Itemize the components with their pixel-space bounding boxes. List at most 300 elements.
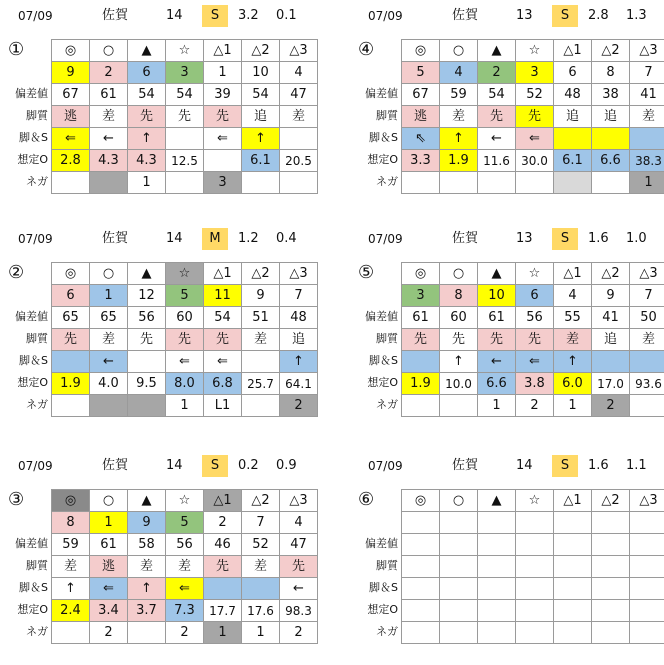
- race-header: [350, 5, 664, 27]
- field-size: 14: [166, 458, 183, 474]
- prediction-grid: [401, 262, 664, 417]
- deviation-cell: 48: [554, 84, 592, 106]
- leg-speed-cell: ↑: [128, 128, 166, 150]
- horse-number-cell: 7: [630, 285, 664, 307]
- run-style-cell: 差: [280, 106, 318, 128]
- run-style-cell: 追: [280, 329, 318, 351]
- negative-cell: [440, 172, 478, 194]
- odds-cell: 25.7: [242, 373, 280, 395]
- run-style-cell: 差: [242, 329, 280, 351]
- row-label: 想定O: [0, 149, 48, 171]
- deviation-cell: 56: [516, 307, 554, 329]
- row-label: 想定O: [350, 599, 398, 621]
- mark-cell: △1: [554, 490, 592, 512]
- horse-number-cell: 2: [204, 512, 242, 534]
- run-style-cell: 先: [128, 106, 166, 128]
- deviation-cell: 48: [280, 307, 318, 329]
- odds-cell: 17.7: [204, 600, 242, 622]
- mark-cell: ▲: [128, 490, 166, 512]
- leg-speed-cell: ↑: [52, 578, 90, 600]
- negative-cell: [402, 622, 440, 644]
- mark-cell: ◎: [402, 40, 440, 62]
- odds-cell: 4.0: [90, 373, 128, 395]
- field-size: 14: [166, 231, 183, 247]
- row-label: 偏差値: [350, 306, 398, 328]
- deviation-cell: 46: [204, 534, 242, 556]
- leg-speed-cell: ⇖: [402, 128, 440, 150]
- deviation-cell: 61: [478, 307, 516, 329]
- race-venue: 佐賀: [102, 458, 128, 474]
- leg-speed-cell: ⇐: [90, 578, 128, 600]
- leg-speed-cell: ⇐: [166, 351, 204, 373]
- row-label: 脚質: [0, 555, 48, 577]
- odds-cell: 93.6: [630, 373, 664, 395]
- run-style-cell: 追: [592, 106, 630, 128]
- leg-speed-cell: ⇐: [516, 128, 554, 150]
- race-venue: 佐賀: [452, 231, 478, 247]
- odds-cell: 6.1: [554, 150, 592, 172]
- negative-cell: [166, 172, 204, 194]
- mark-cell: △3: [630, 40, 664, 62]
- odds-cell: 38.3: [630, 150, 664, 172]
- odds-cell: [440, 600, 478, 622]
- negative-cell: 1: [128, 172, 166, 194]
- index-b: 1.0: [626, 231, 647, 247]
- row-label: 想定O: [0, 372, 48, 394]
- run-style-cell: 差: [166, 556, 204, 578]
- row-label: ネガ: [0, 394, 48, 416]
- row-label: 脚＆S: [0, 577, 48, 599]
- odds-cell: 3.4: [90, 600, 128, 622]
- deviation-cell: 67: [402, 84, 440, 106]
- race-venue: 佐賀: [452, 458, 478, 474]
- row-label: ネガ: [350, 171, 398, 193]
- horse-number-cell: [440, 512, 478, 534]
- run-style-cell: 差: [242, 556, 280, 578]
- deviation-cell: 65: [90, 307, 128, 329]
- prediction-grid: [401, 489, 664, 644]
- leg-speed-cell: [630, 351, 664, 373]
- leg-speed-cell: [128, 351, 166, 373]
- negative-cell: 1: [204, 622, 242, 644]
- leg-speed-cell: ⇐: [204, 351, 242, 373]
- horse-number-cell: [402, 512, 440, 534]
- odds-cell: 17.0: [592, 373, 630, 395]
- horse-number-cell: [630, 512, 664, 534]
- negative-cell: [402, 395, 440, 417]
- horse-number-cell: 3: [166, 62, 204, 84]
- run-style-cell: 追: [242, 106, 280, 128]
- mark-cell: △1: [554, 40, 592, 62]
- negative-cell: 1: [242, 622, 280, 644]
- row-label: ネガ: [350, 621, 398, 643]
- deviation-cell: [554, 534, 592, 556]
- deviation-cell: 56: [166, 534, 204, 556]
- row-label: 脚＆S: [350, 350, 398, 372]
- run-style-cell: 先: [280, 556, 318, 578]
- negative-cell: [554, 172, 592, 194]
- deviation-cell: 52: [242, 534, 280, 556]
- deviation-cell: 61: [90, 84, 128, 106]
- deviation-cell: 59: [440, 84, 478, 106]
- mark-cell: ☆: [166, 490, 204, 512]
- deviation-cell: 58: [128, 534, 166, 556]
- run-style-cell: [402, 556, 440, 578]
- odds-cell: 8.0: [166, 373, 204, 395]
- mark-cell: ○: [90, 263, 128, 285]
- field-size: 13: [516, 8, 533, 24]
- odds-cell: 64.1: [280, 373, 318, 395]
- negative-cell: [402, 172, 440, 194]
- deviation-cell: 50: [630, 307, 664, 329]
- run-style-cell: 先: [516, 106, 554, 128]
- leg-speed-cell: ↑: [440, 128, 478, 150]
- row-label: 脚質: [350, 328, 398, 350]
- deviation-cell: 61: [90, 534, 128, 556]
- run-style-cell: 差: [90, 329, 128, 351]
- run-style-cell: 先: [204, 329, 242, 351]
- index-b: 0.4: [276, 231, 297, 247]
- deviation-cell: [516, 534, 554, 556]
- deviation-cell: [592, 534, 630, 556]
- deviation-cell: 55: [554, 307, 592, 329]
- deviation-cell: [402, 534, 440, 556]
- leg-speed-cell: ←: [90, 351, 128, 373]
- index-b: 1.1: [626, 458, 647, 474]
- deviation-cell: [630, 534, 664, 556]
- index-b: 1.3: [626, 8, 647, 24]
- mark-cell: △2: [592, 263, 630, 285]
- run-style-cell: 差: [52, 556, 90, 578]
- race-date: 07/09: [368, 458, 403, 474]
- run-style-cell: 追: [554, 106, 592, 128]
- race-header: [350, 228, 664, 250]
- horse-number-cell: 10: [478, 285, 516, 307]
- odds-cell: [478, 600, 516, 622]
- index-a: 1.2: [238, 231, 259, 247]
- index-a: 2.8: [588, 8, 609, 24]
- horse-number-cell: 9: [592, 285, 630, 307]
- deviation-cell: 65: [52, 307, 90, 329]
- row-label: 偏差値: [350, 533, 398, 555]
- leg-speed-cell: ⇐: [52, 128, 90, 150]
- mark-cell: ◎: [402, 263, 440, 285]
- race-header: [0, 5, 330, 27]
- mark-cell: ◎: [52, 40, 90, 62]
- deviation-cell: [478, 534, 516, 556]
- mark-cell: △2: [242, 490, 280, 512]
- run-style-cell: 差: [128, 556, 166, 578]
- deviation-cell: 47: [280, 84, 318, 106]
- row-label: 脚質: [0, 328, 48, 350]
- horse-number-cell: 1: [204, 62, 242, 84]
- deviation-cell: 52: [516, 84, 554, 106]
- horse-number-cell: 2: [90, 62, 128, 84]
- horse-number-cell: 9: [128, 512, 166, 534]
- odds-cell: [554, 600, 592, 622]
- negative-cell: [90, 172, 128, 194]
- run-style-cell: 差: [554, 329, 592, 351]
- run-style-cell: [592, 556, 630, 578]
- row-label: 脚質: [0, 105, 48, 127]
- leg-speed-cell: ↑: [242, 128, 280, 150]
- race-panel: [0, 5, 330, 215]
- race-number: ②: [8, 262, 24, 283]
- horse-number-cell: 9: [52, 62, 90, 84]
- prediction-grid: [51, 489, 318, 644]
- horse-number-cell: 5: [166, 512, 204, 534]
- deviation-cell: 67: [52, 84, 90, 106]
- mark-cell: ◎: [402, 490, 440, 512]
- leg-speed-cell: [592, 578, 630, 600]
- odds-cell: 1.9: [440, 150, 478, 172]
- odds-cell: 11.6: [478, 150, 516, 172]
- leg-speed-cell: ↑: [554, 351, 592, 373]
- odds-cell: 10.0: [440, 373, 478, 395]
- run-style-cell: 逃: [90, 556, 128, 578]
- negative-cell: 2: [166, 622, 204, 644]
- negative-cell: [516, 172, 554, 194]
- odds-cell: 7.3: [166, 600, 204, 622]
- race-header: [0, 228, 330, 250]
- odds-cell: [592, 600, 630, 622]
- odds-cell: 12.5: [166, 150, 204, 172]
- leg-speed-cell: [592, 128, 630, 150]
- row-label: 脚質: [350, 555, 398, 577]
- mark-cell: △3: [630, 263, 664, 285]
- horse-number-cell: [554, 512, 592, 534]
- negative-cell: [440, 622, 478, 644]
- odds-cell: 30.0: [516, 150, 554, 172]
- leg-speed-cell: [554, 578, 592, 600]
- mark-cell: △1: [204, 40, 242, 62]
- negative-cell: 2: [280, 622, 318, 644]
- mark-cell: ▲: [478, 490, 516, 512]
- leg-speed-cell: [166, 128, 204, 150]
- run-style-cell: 差: [90, 106, 128, 128]
- row-label: ネガ: [0, 171, 48, 193]
- mark-cell: ▲: [478, 40, 516, 62]
- negative-cell: [242, 395, 280, 417]
- run-style-cell: 先: [516, 329, 554, 351]
- mark-cell: △3: [280, 490, 318, 512]
- run-style-cell: 先: [52, 329, 90, 351]
- mark-cell: ▲: [478, 263, 516, 285]
- odds-cell: [516, 600, 554, 622]
- negative-cell: [554, 622, 592, 644]
- run-style-cell: 先: [204, 556, 242, 578]
- horse-number-cell: 7: [242, 512, 280, 534]
- horse-number-cell: 10: [242, 62, 280, 84]
- pace-box: S: [552, 455, 578, 477]
- negative-cell: 3: [204, 172, 242, 194]
- deviation-cell: 59: [52, 534, 90, 556]
- run-style-cell: 先: [204, 106, 242, 128]
- run-style-cell: 差: [440, 106, 478, 128]
- horse-number-cell: 4: [554, 285, 592, 307]
- row-label: 想定O: [350, 149, 398, 171]
- mark-cell: △3: [280, 40, 318, 62]
- horse-number-cell: 6: [128, 62, 166, 84]
- horse-number-cell: 1: [90, 512, 128, 534]
- row-label: 脚＆S: [350, 127, 398, 149]
- deviation-cell: 38: [592, 84, 630, 106]
- negative-cell: [630, 395, 664, 417]
- deviation-cell: 60: [440, 307, 478, 329]
- negative-cell: [478, 622, 516, 644]
- negative-cell: 2: [90, 622, 128, 644]
- leg-speed-cell: [440, 578, 478, 600]
- leg-speed-cell: [280, 128, 318, 150]
- mark-cell: ○: [440, 263, 478, 285]
- row-label: 脚＆S: [350, 577, 398, 599]
- horse-number-cell: [592, 512, 630, 534]
- deviation-cell: 61: [402, 307, 440, 329]
- negative-cell: [440, 395, 478, 417]
- odds-cell: 3.7: [128, 600, 166, 622]
- odds-cell: 17.6: [242, 600, 280, 622]
- index-a: 1.6: [588, 231, 609, 247]
- race-date: 07/09: [18, 8, 53, 24]
- row-label: 偏差値: [350, 83, 398, 105]
- row-label: 脚＆S: [0, 127, 48, 149]
- race-panel: [350, 5, 664, 215]
- race-venue: 佐賀: [102, 231, 128, 247]
- negative-cell: 2: [280, 395, 318, 417]
- row-label: 偏差値: [0, 83, 48, 105]
- run-style-cell: 逃: [402, 106, 440, 128]
- leg-speed-cell: [242, 578, 280, 600]
- negative-cell: [52, 395, 90, 417]
- deviation-cell: [440, 534, 478, 556]
- odds-cell: 3.3: [402, 150, 440, 172]
- horse-number-cell: 1: [90, 285, 128, 307]
- run-style-cell: 先: [440, 329, 478, 351]
- horse-number-cell: 8: [592, 62, 630, 84]
- horse-number-cell: 11: [204, 285, 242, 307]
- leg-speed-cell: [592, 351, 630, 373]
- race-date: 07/09: [18, 231, 53, 247]
- leg-speed-cell: ↑: [440, 351, 478, 373]
- row-label: 想定O: [350, 372, 398, 394]
- leg-speed-cell: ↑: [280, 351, 318, 373]
- mark-cell: ☆: [166, 263, 204, 285]
- deviation-cell: 54: [478, 84, 516, 106]
- run-style-cell: [516, 556, 554, 578]
- race-panel: [350, 455, 664, 665]
- race-venue: 佐賀: [102, 8, 128, 24]
- race-number: ③: [8, 489, 24, 510]
- mark-cell: △1: [204, 490, 242, 512]
- leg-speed-cell: ⇐: [516, 351, 554, 373]
- odds-cell: 20.5: [280, 150, 318, 172]
- odds-cell: 4.3: [90, 150, 128, 172]
- prediction-grid: [401, 39, 664, 194]
- mark-cell: △2: [592, 490, 630, 512]
- negative-cell: [52, 622, 90, 644]
- race-date: 07/09: [368, 8, 403, 24]
- leg-speed-cell: ↑: [128, 578, 166, 600]
- odds-cell: 1.9: [402, 373, 440, 395]
- negative-cell: [280, 172, 318, 194]
- negative-cell: 1: [630, 172, 664, 194]
- odds-cell: [204, 150, 242, 172]
- leg-speed-cell: ←: [478, 128, 516, 150]
- odds-cell: 6.6: [478, 373, 516, 395]
- run-style-cell: 逃: [52, 106, 90, 128]
- run-style-cell: 先: [478, 329, 516, 351]
- run-style-cell: 先: [478, 106, 516, 128]
- leg-speed-cell: ←: [90, 128, 128, 150]
- horse-number-cell: 5: [402, 62, 440, 84]
- race-panel: [350, 228, 664, 438]
- mark-cell: ▲: [128, 40, 166, 62]
- odds-cell: 6.0: [554, 373, 592, 395]
- mark-cell: ☆: [516, 490, 554, 512]
- horse-number-cell: 7: [280, 285, 318, 307]
- negative-cell: [128, 395, 166, 417]
- odds-cell: [402, 600, 440, 622]
- race-header: [350, 455, 664, 477]
- deviation-cell: 47: [280, 534, 318, 556]
- pace-box: S: [202, 5, 228, 27]
- run-style-cell: 追: [592, 329, 630, 351]
- index-a: 1.6: [588, 458, 609, 474]
- odds-cell: 6.8: [204, 373, 242, 395]
- odds-cell: 3.8: [516, 373, 554, 395]
- run-style-cell: [440, 556, 478, 578]
- leg-speed-cell: [554, 128, 592, 150]
- mark-cell: ☆: [516, 263, 554, 285]
- negative-cell: 1: [478, 395, 516, 417]
- horse-number-cell: 8: [52, 512, 90, 534]
- leg-speed-cell: [630, 128, 664, 150]
- mark-cell: ◎: [52, 490, 90, 512]
- horse-number-cell: 4: [280, 62, 318, 84]
- negative-cell: [478, 172, 516, 194]
- negative-cell: [52, 172, 90, 194]
- leg-speed-cell: ⇐: [166, 578, 204, 600]
- run-style-cell: 差: [630, 106, 664, 128]
- pace-box: S: [552, 228, 578, 250]
- deviation-cell: 54: [204, 307, 242, 329]
- index-a: 0.2: [238, 458, 259, 474]
- negative-cell: [90, 395, 128, 417]
- mark-cell: △2: [242, 263, 280, 285]
- horse-number-cell: 6: [52, 285, 90, 307]
- mark-cell: △1: [204, 263, 242, 285]
- horse-number-cell: [478, 512, 516, 534]
- mark-cell: ☆: [516, 40, 554, 62]
- horse-number-cell: 5: [166, 285, 204, 307]
- index-a: 3.2: [238, 8, 259, 24]
- mark-cell: ◎: [52, 263, 90, 285]
- horse-number-cell: 3: [516, 62, 554, 84]
- deviation-cell: 54: [242, 84, 280, 106]
- leg-speed-cell: [402, 578, 440, 600]
- horse-number-cell: 6: [516, 285, 554, 307]
- run-style-cell: [478, 556, 516, 578]
- negative-cell: 1: [166, 395, 204, 417]
- horse-number-cell: 4: [440, 62, 478, 84]
- negative-cell: [516, 622, 554, 644]
- negative-cell: 2: [592, 395, 630, 417]
- row-label: 偏差値: [0, 306, 48, 328]
- horse-number-cell: 8: [440, 285, 478, 307]
- race-venue: 佐賀: [452, 8, 478, 24]
- negative-cell: L1: [204, 395, 242, 417]
- run-style-cell: 先: [402, 329, 440, 351]
